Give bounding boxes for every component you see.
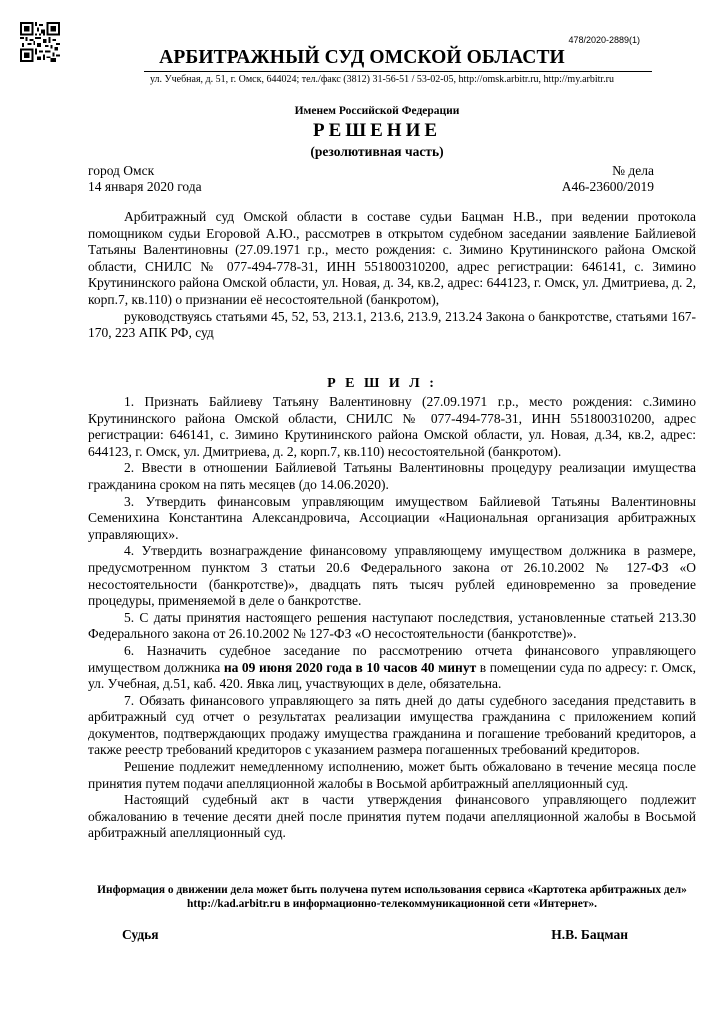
document-subtitle: (резолютивная часть) <box>310 144 444 159</box>
case-info-notice: Информация о движении дела может быть получена путем использования сервиса «Картотека арбитражных дел» http://kad.arbitr.ru в информационно-телекоммуникационной сети «Интернет». <box>97 884 687 910</box>
signature-role: Судья <box>122 927 159 942</box>
city: город Омск <box>88 163 155 178</box>
decided-heading: Р Е Ш И Л : <box>327 376 437 391</box>
hearing-datetime: на 09 июня 2020 года в 10 часов 40 минут <box>223 659 477 675</box>
item-6-text-start: 6. Назначить судебное заседание по рассмотрению отчета финансового управляющего имуществом должника <box>88 642 696 675</box>
intro-section <box>88 209 696 342</box>
judge-name: Н.В. Бацман <box>551 927 628 942</box>
decision-item-2: 2. Ввести в отношении Байлиевой Татьяны Валентиновны процедуру реализации имущества гражданина сроком на пять месяцев (до 14.06.2020). <box>88 460 696 492</box>
item-6-text-end: в помещении суда по адресу: г. Омск, ул. Учебная, д.51, каб. 420. Явка лиц, участвующих в деле, обязательна. <box>88 659 696 692</box>
intro-paragraph: Арбитражный суд Омской области в составе судьи Бацман Н.В., при ведении протокола помощником судьи Егоровой А.Ю., рассмотрев в открытом судебном заседании заявление Байлиевой Татьяны Валентиновны (27.09.1971 г.р., место рождения: с. Зимино Крутининского района Омской области, СНИЛС № 077-494-778-31, ИНН 551800310200, адрес регистрации: 646141, с. Зимино Крутининского района Омской области, ул. Новая, д. 34, кв.2, адрес: 644123, г. Омск, ул. Дмитриева, д. 2, корп.7, кв.110) о признании её несостоятельной (банкротом), <box>88 209 696 307</box>
header-divider <box>144 71 652 72</box>
appeal-paragraph: Решение подлежит немедленному исполнению, может быть обжаловано в течение месяца после принятия путем подачи апелляционной жалобы в Восьмой арбитражный апелляционный суд. <box>88 759 696 791</box>
case-reference: 478/2020-2889(1) <box>568 35 640 45</box>
decision-item-5: 5. С даты принятия настоящего решения наступают последствия, установленные статьей 213.30 Федерального закона от 26.10.2002 № 127-ФЗ «О несостоятельности (банкротстве)». <box>88 609 696 642</box>
decision-item-7: 7. Обязать финансового управляющего за пять дней до даты судебного заседания представить в арбитражный суд отчет о результатах реализации имущества гражданина с приложением копий документов, подтверждающих продажу имущества гражданина и погашение требований кредиторов, а также реестр требований кредиторов с указанием размера погашенных требований кредиторов. <box>88 692 696 758</box>
court-name: АРБИТРАЖНЫЙ СУД ОМСКОЙ ОБЛАСТИ <box>159 47 565 68</box>
decision-items <box>88 394 696 842</box>
decision-item-6 <box>88 643 696 693</box>
decision-item-4: 4. Утвердить вознаграждение финансовому управляющему имуществом должника в размере, предусмотренном пунктом 3 статьи 20.6 Федерального закона от 26.10.2002 № 127-ФЗ «О несостоятельности (банкротстве)», двадцать пять тысяч рублей единовременно за проведение процедуры, применяемой в деле о банкротстве. <box>88 543 696 609</box>
document-title: РЕШЕНИЕ <box>312 120 442 141</box>
court-address: ул. Учебная, д. 51, г. Омск, 644024; тел./факс (3812) 31-56-51 / 53-02-05, http://omsk.arbitr.ru, http://my.arbitr.ru <box>149 74 614 85</box>
decision-item-1: 1. Признать Байлиеву Татьяну Валентиновну (27.09.1971 г.р., место рождения: с.Зимино Крутининского района Омской области, СНИЛС № 077-494-778-31, ИНН 551800310200, адрес регистрации: 646141, с. Зимино Крутининского района Омской области, ул. Новая, д.34, кв.2, адрес: 644123, г. Омск, ул. Дмитриева, д. 2, корп.7, кв.110) несостоятельной (банкротом). <box>88 394 696 459</box>
decision-item-3: 3. Утвердить финансовым управляющим имуществом Байлиевой Татьяны Валентиновны Семенихина Константина Александровича, Ассоциации «Национальная организация арбитражных управляющих». <box>88 493 696 542</box>
decision-date: 14 января 2020 года <box>88 179 202 194</box>
case-number: А46-23600/2019 <box>561 179 654 194</box>
case-number-label: № дела <box>612 163 654 178</box>
in-name-of-rf: Именем Российской Федерации <box>294 105 460 117</box>
appeal-manager-paragraph: Настоящий судебный акт в части утверждения финансового управляющего подлежит обжалованию в течение десяти дней после принятия путем подачи апелляционной жалобы в Восьмой арбитражный апелляционный суд. <box>88 792 696 841</box>
legal-basis-paragraph: руководствуясь статьями 45, 52, 53, 213.1, 213.6, 213.9, 213.24 Закона о банкротстве, статьями 167-170, 223 АПК РФ, суд <box>88 308 696 341</box>
